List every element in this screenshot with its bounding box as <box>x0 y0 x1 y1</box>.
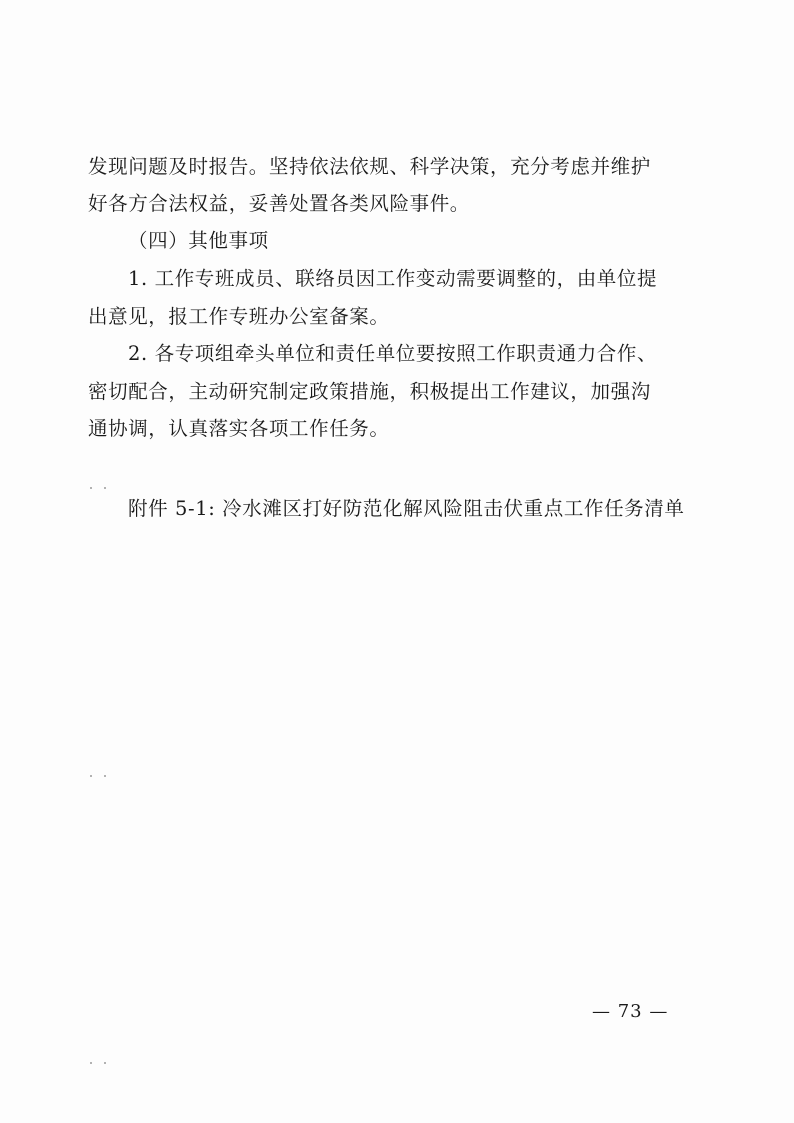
page-number: — 73 — <box>592 1001 669 1022</box>
binding-hole-mark <box>90 775 92 777</box>
paragraph-line: 好各方合法权益，妥善处置各类风险事件。 <box>88 192 470 215</box>
list-item-2-line: 通协调，认真落实各项工作任务。 <box>88 417 390 440</box>
binding-hole-mark <box>90 1062 92 1064</box>
binding-hole-mark <box>104 1062 106 1064</box>
binding-hole-mark <box>90 487 92 489</box>
list-item-1-line: 1. 工作专班成员、联络员因工作变动需要调整的，由单位提 <box>128 267 658 290</box>
list-item-2-line: 密切配合，主动研究制定政策措施，积极提出工作建议，加强沟 <box>88 380 651 403</box>
binding-hole-mark <box>104 487 106 489</box>
paragraph-line: 发现问题及时报告。坚持依法依规、科学决策，充分考虑并维护 <box>88 155 651 178</box>
section-heading: （四）其他事项 <box>128 229 269 252</box>
attachment-line: 附件 5-1: 冷水滩区打好防范化解风险阻击伏重点工作任务清单 <box>128 497 685 520</box>
binding-hole-mark <box>104 775 106 777</box>
list-item-1-line: 出意见，报工作专班办公室备案。 <box>88 305 390 328</box>
list-item-2-line: 2. 各专项组牵头单位和责任单位要按照工作职责通力合作、 <box>128 342 658 365</box>
